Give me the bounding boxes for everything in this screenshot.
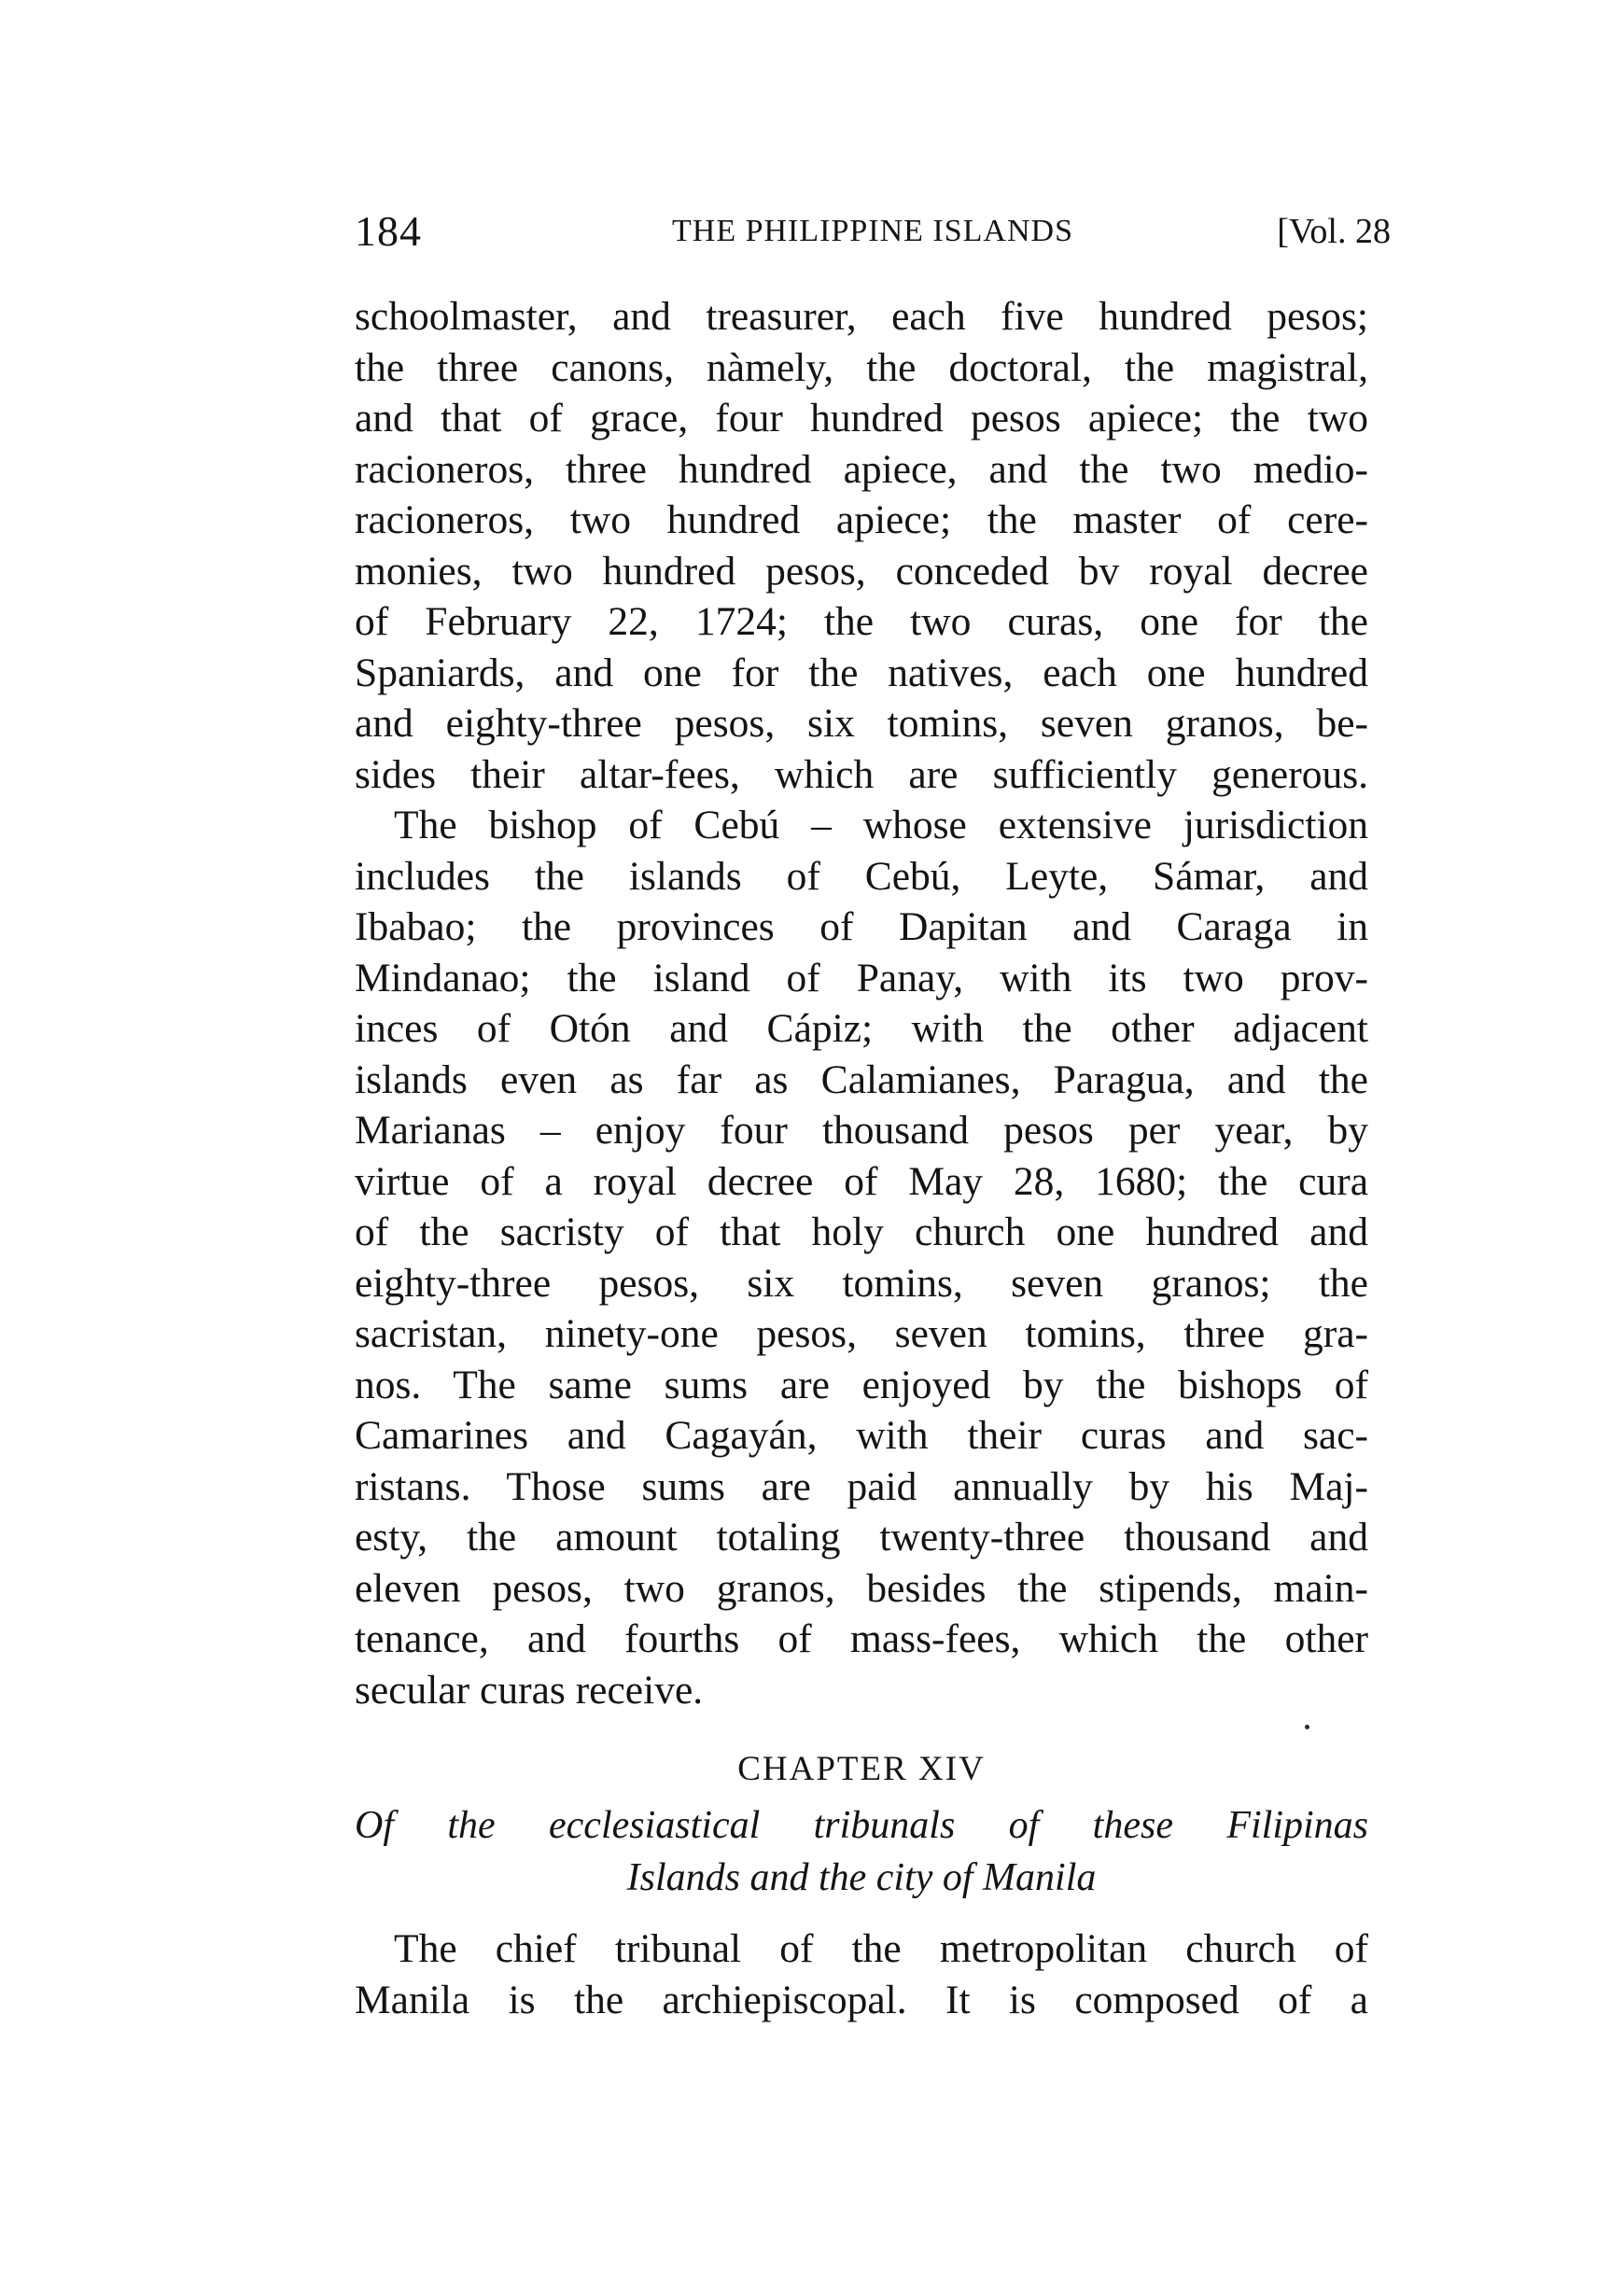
text-line: sacristan, ninety-one pesos, seven tomins, three gra-	[355, 1311, 1368, 1356]
text-line: Spaniards, and one for the natives, each one hundred	[355, 650, 1368, 695]
text-line: Ibabao; the provinces of Dapitan and Caraga in	[355, 904, 1368, 949]
running-title: THE PHILIPPINE ISLANDS	[672, 214, 1073, 248]
text-line: and eighty-three pesos, six tomins, seven granos, be-	[355, 701, 1368, 746]
chapter-heading: CHAPTER XIV	[737, 1750, 986, 1788]
text-line: tenance, and fourths of mass-fees, which the other	[355, 1616, 1368, 1661]
running-head	[355, 203, 1391, 259]
chapter-subtitle	[355, 1799, 1368, 1904]
text-line: of the sacristy of that holy church one hundred and	[355, 1210, 1368, 1254]
print-speck	[1305, 1725, 1309, 1729]
text-line: includes the islands of Cebú, Leyte, Sámar, and	[355, 853, 1368, 899]
text-line: schoolmaster, and treasurer, each five hundred pesos;	[355, 294, 1368, 339]
text-line: racioneros, two hundred apiece; the master of cere-	[355, 497, 1368, 542]
subtitle-line: Islands and the city of Manila	[626, 1856, 1097, 1899]
paragraph-1	[355, 291, 1368, 800]
text-line: eighty-three pesos, six tomins, seven granos; the	[355, 1260, 1368, 1306]
text-line: ristans. Those sums are paid annually by his Maj-	[355, 1463, 1368, 1509]
text-line: The chief tribunal of the metropolitan church of	[394, 1926, 1368, 1971]
text-line: Mindanao; the island of Panay, with its two prov-	[355, 955, 1368, 1000]
text-line: islands even as far as Calamianes, Paragua, and the	[355, 1056, 1368, 1102]
page-number: 184	[355, 207, 422, 255]
volume-label: [Vol. 28	[1277, 212, 1391, 251]
text-line: Camarines and Cagayán, with their curas and sac-	[355, 1413, 1368, 1458]
text-line: secular curas receive.	[355, 1667, 704, 1713]
text-line: and that of grace, four hundred pesos apiece; the two	[355, 396, 1368, 441]
text-line: Marianas – enjoy four thousand pesos per year, by	[355, 1108, 1368, 1153]
text-line: the three canons, nàmely, the doctoral, the magistral,	[355, 344, 1368, 390]
subtitle-line: Of the ecclesiastical tribunals of these Filipinas	[355, 1804, 1368, 1847]
text-line: sides their altar-fees, which are sufficiently generous.	[355, 751, 1368, 797]
text-line: esty, the amount totaling twenty-three thousand and	[355, 1515, 1368, 1560]
text-line: eleven pesos, two granos, besides the stipends, main-	[355, 1565, 1368, 1611]
text-line: monies, two hundred pesos, conceded bv royal decree	[355, 548, 1368, 594]
text-line: Manila is the archiepiscopal. It is composed of a	[355, 1977, 1368, 2022]
text-line: The bishop of Cebú – whose extensive jurisdiction	[394, 803, 1368, 847]
text-line: nos. The same sums are enjoyed by the bishops of	[355, 1362, 1368, 1407]
text-line: racioneros, three hundred apiece, and the two medio-	[355, 446, 1368, 492]
paragraph-3	[355, 1923, 1368, 2025]
text-line: of February 22, 1724; the two curas, one for the	[355, 599, 1368, 644]
text-line: virtue of a royal decree of May 28, 1680; the cura	[355, 1158, 1368, 1204]
paragraph-2	[355, 800, 1368, 1715]
text-line: inces of Otón and Cápiz; with the other adjacent	[355, 1006, 1368, 1051]
